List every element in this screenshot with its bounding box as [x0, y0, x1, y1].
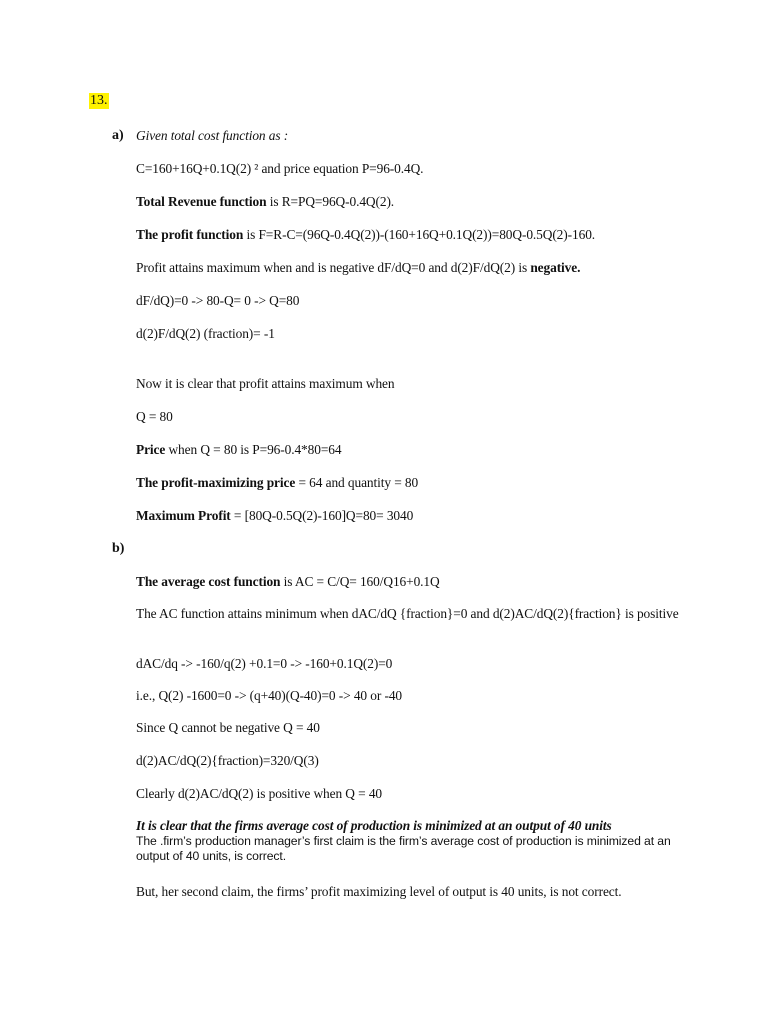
revenue-label: Total Revenue function — [136, 194, 267, 209]
q-equals-80: Q = 80 — [136, 409, 173, 424]
part-a-label: a) — [112, 128, 124, 143]
revenue-expression: is R=PQ=96Q-0.4Q(2). — [266, 194, 395, 209]
max-condition — [136, 260, 580, 276]
ac-min-condition: The AC function attains minimum when dAC/dQ {fraction}=0 and d(2)AC/dQ(2){fraction} is positive — [136, 606, 679, 621]
part-b-label: b) — [112, 541, 125, 556]
maximum-profit-label: Maximum Profit — [136, 508, 231, 523]
max-condition-bold: negative. — [530, 260, 581, 275]
average-cost-function — [136, 574, 440, 590]
cost-equation: C=160+16Q+0.1Q(2) ² and price equation P=96-0.4Q. — [136, 161, 424, 176]
maximum-profit — [136, 508, 413, 524]
question-number: 13. — [90, 93, 108, 108]
average-cost-expression: is AC = C/Q= 160/Q16+0.1Q — [280, 574, 440, 589]
q-positive-statement: Since Q cannot be negative Q = 40 — [136, 720, 320, 735]
manager-second-claim: But, her second claim, the firms’ profit maximizing level of output is 40 units, is not correct. — [136, 884, 622, 899]
profit-max-price — [136, 475, 418, 491]
first-derivative: dF/dQ)=0 -> 80-Q= 0 -> Q=80 — [136, 293, 300, 308]
dac-derivative: dAC/dq -> -160/q(2) +0.1=0 -> -160+0.1Q(2)=0 — [136, 656, 393, 671]
profit-label: The profit function — [136, 227, 244, 242]
manager-first-claim: The .firm’s production manager’s first claim is the firm’s average cost of production is minimized at an output of 40 units, is correct. — [136, 834, 671, 863]
price-line — [136, 442, 342, 458]
maximum-profit-value: = [80Q-0.5Q(2)-160]Q=80= 3040 — [230, 508, 414, 523]
price-expression: when Q = 80 is P=96-0.4*80=64 — [165, 442, 342, 457]
revenue-function — [136, 194, 394, 210]
max-condition-text: Profit attains maximum when and is negative dF/dQ=0 and d(2)F/dQ(2) is — [136, 260, 531, 275]
profit-function — [136, 227, 595, 243]
price-label: Price — [136, 442, 166, 457]
second-derivative-ac: d(2)AC/dQ(2){fraction)=320/Q(3) — [136, 753, 319, 768]
profit-max-price-label: The profit-maximizing price — [136, 475, 296, 490]
profit-expression: is F=R-C=(96Q-0.4Q(2))-(160+16Q+0.1Q(2))=80Q-0.5Q(2)-160. — [243, 227, 596, 242]
profit-max-statement: Now it is clear that profit attains maximum when — [136, 376, 395, 391]
conclusion-statement: It is clear that the firms average cost of production is minimized at an output of 40 units — [136, 818, 612, 833]
second-derivative: d(2)F/dQ(2) (fraction)= -1 — [136, 326, 275, 341]
profit-max-price-value: = 64 and quantity = 80 — [295, 475, 419, 490]
positive-at-40: Clearly d(2)AC/dQ(2) is positive when Q = 40 — [136, 786, 383, 801]
average-cost-label: The average cost function — [136, 574, 281, 589]
given-statement: Given total cost function as : — [136, 128, 289, 143]
quadratic-solution: i.e., Q(2) -1600=0 -> (q+40)(Q-40)=0 -> 40 or -40 — [136, 688, 403, 703]
